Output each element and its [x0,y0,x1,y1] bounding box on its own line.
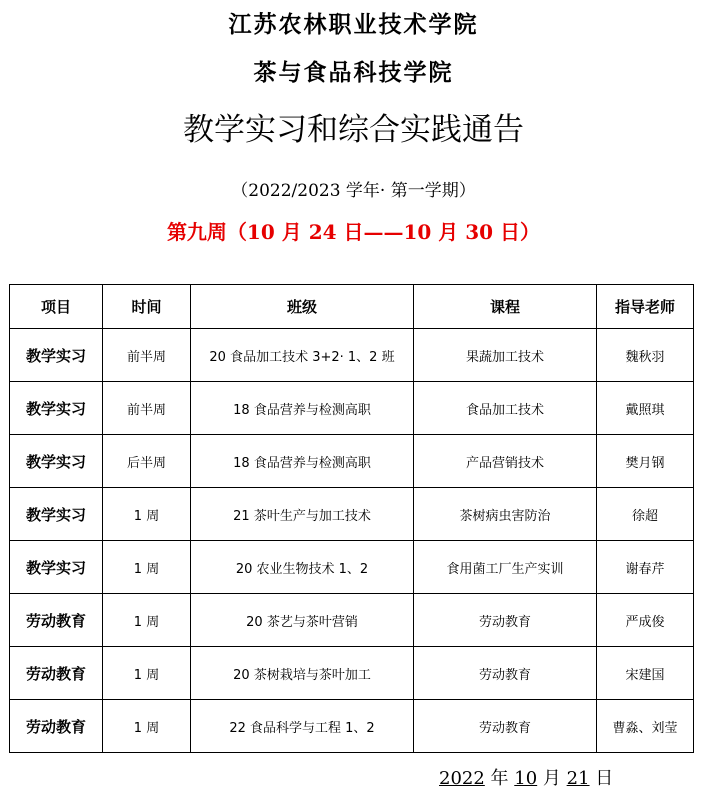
week-range: 第九周（10 月 24 日——10 月 30 日） [166,220,541,244]
cell-class: 18 食品营养与检测高职 [191,382,414,435]
date-month: 10 [514,768,538,789]
table-row [10,329,694,382]
cell-class: 18 食品营养与检测高职 [191,435,414,488]
cell-course: 劳动教育 [414,594,597,647]
cell-teacher: 谢春芹 [597,541,694,594]
cell-teacher: 曹淼、刘莹 [597,700,694,753]
cell-class: 20 食品加工技术 3+2· 1、2 班 [191,329,414,382]
cell-course: 食用菌工厂生产实训 [414,541,597,594]
date-day-unit: 日 [589,768,614,789]
header-class: 班级 [191,285,414,329]
cell-teacher: 宋建国 [597,647,694,700]
cell-course: 茶树病虫害防治 [414,488,597,541]
cell-course: 食品加工技术 [414,382,597,435]
cell-project: 教学实习 [10,488,103,541]
cell-teacher: 樊月钢 [597,435,694,488]
table-row [10,382,694,435]
cell-class: 20 农业生物技术 1、2 [191,541,414,594]
cell-course: 劳动教育 [414,700,597,753]
cell-teacher: 戴照琪 [597,382,694,435]
date-day: 21 [566,768,590,789]
header-teacher: 指导老师 [597,285,694,329]
cell-project: 教学实习 [10,329,103,382]
cell-time: 前半周 [103,382,191,435]
cell-course: 产品营销技术 [414,435,597,488]
cell-time: 1 周 [103,647,191,700]
cell-class: 22 食品科学与工程 1、2 [191,700,414,753]
date-year-unit: 年 [484,768,515,789]
cell-time: 1 周 [103,700,191,753]
cell-time: 1 周 [103,594,191,647]
cell-project: 教学实习 [10,435,103,488]
cell-teacher: 徐超 [597,488,694,541]
table-row [10,435,694,488]
table-header-row [10,285,694,329]
table-row [10,647,694,700]
cell-teacher: 严成俊 [597,594,694,647]
table-row [10,488,694,541]
issue-date [439,764,613,790]
term-subtitle: （2022/2023 学年· 第一学期） [231,181,476,201]
cell-teacher: 魏秋羽 [597,329,694,382]
cell-project: 教学实习 [10,382,103,435]
cell-project: 教学实习 [10,541,103,594]
cell-class: 21 茶叶生产与加工技术 [191,488,414,541]
header-time: 时间 [103,285,191,329]
cell-course: 劳动教育 [414,647,597,700]
table-row [10,541,694,594]
cell-time: 前半周 [103,329,191,382]
page-title: 教学实习和综合实践通告 [183,112,524,148]
header-course: 课程 [414,285,597,329]
cell-time: 1 周 [103,541,191,594]
college-name: 江苏农林职业技术学院 [228,12,479,38]
cell-course: 果蔬加工技术 [414,329,597,382]
cell-class: 20 茶艺与茶叶营销 [191,594,414,647]
cell-project: 劳动教育 [10,647,103,700]
date-year: 2022 [439,768,485,789]
date-month-unit: 月 [537,768,567,789]
schedule-table [9,284,694,753]
cell-time: 1 周 [103,488,191,541]
table-row [10,700,694,753]
cell-project: 劳动教育 [10,594,103,647]
cell-time: 后半周 [103,435,191,488]
cell-project: 劳动教育 [10,700,103,753]
table-row [10,594,694,647]
header-project: 项目 [10,285,103,329]
cell-class: 20 茶树栽培与茶叶加工 [191,647,414,700]
school-name: 茶与食品科技学院 [253,60,454,86]
